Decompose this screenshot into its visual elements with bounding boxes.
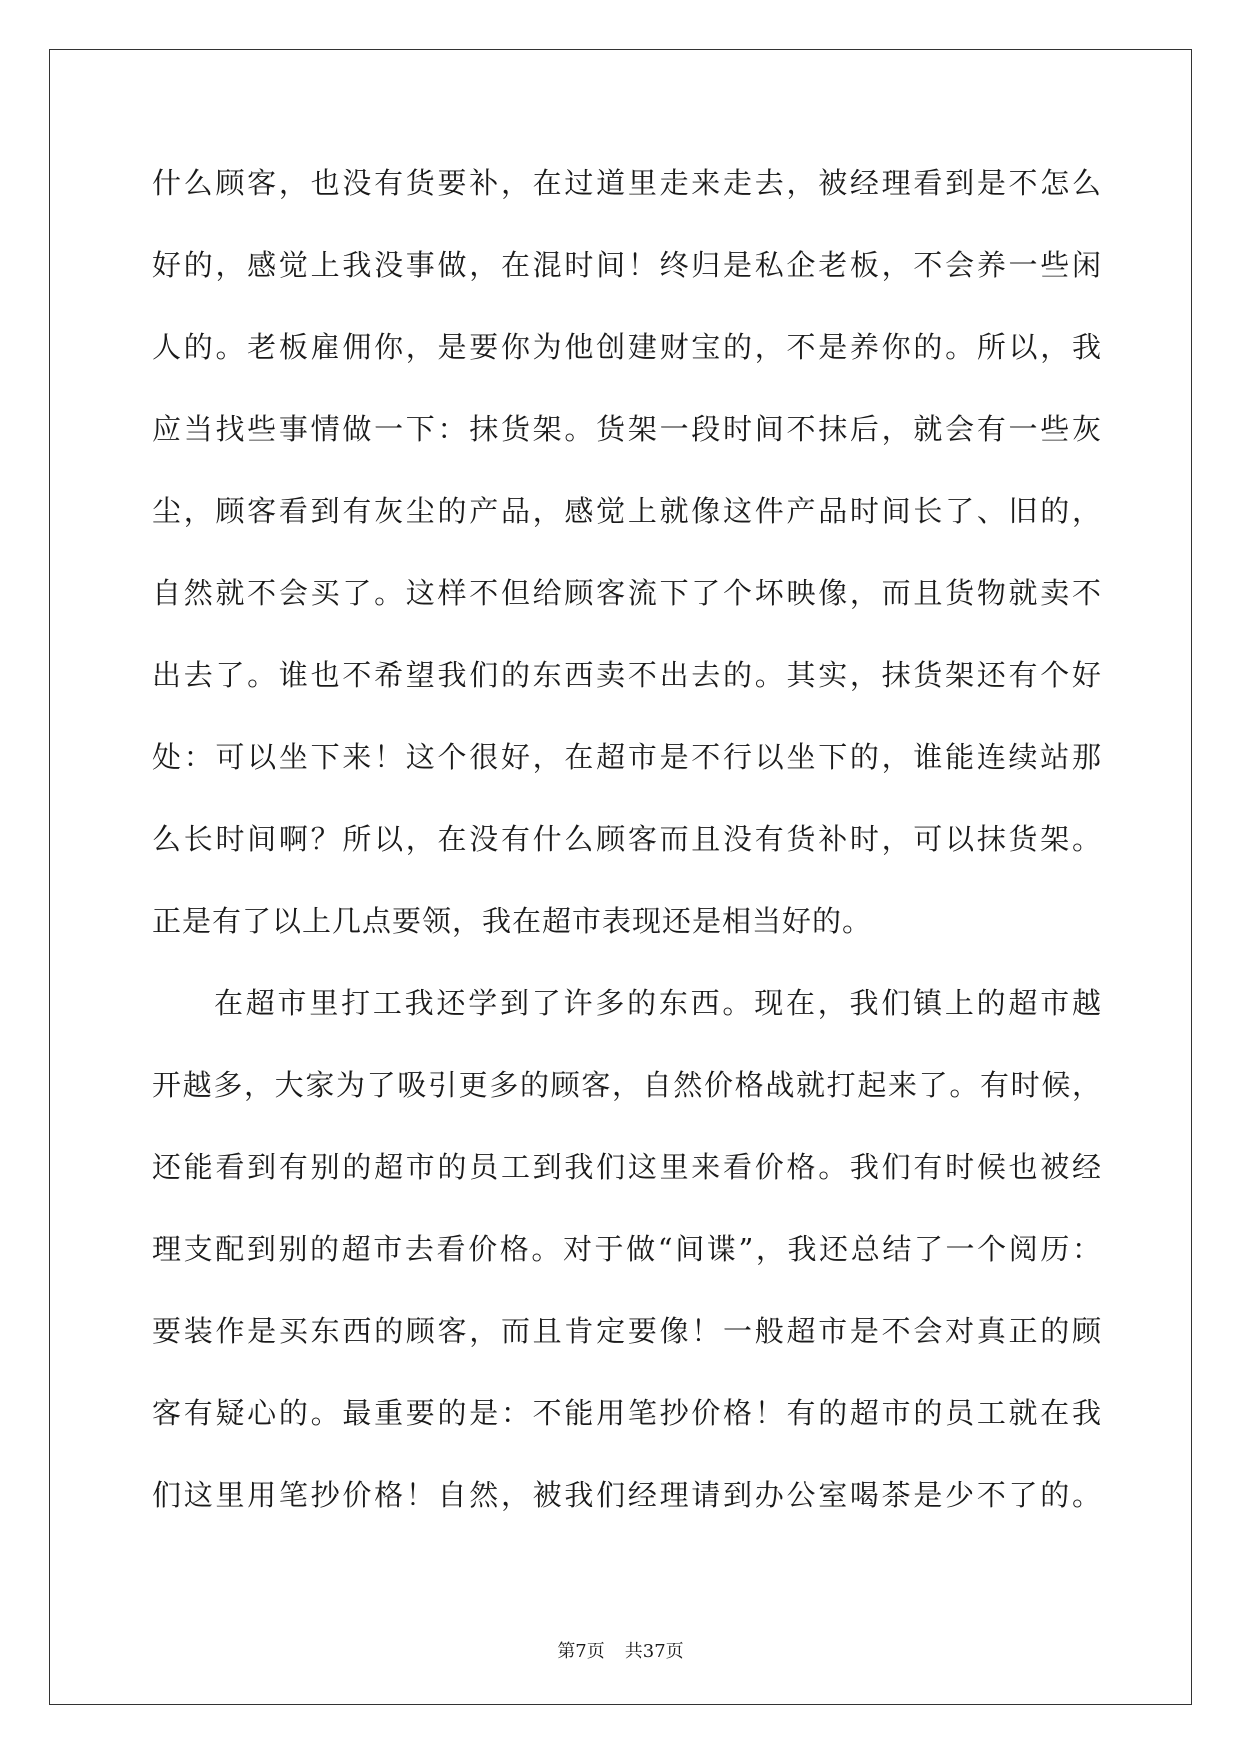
text-line: 应当找些事情做一下：抹货架。货架一段时间不抹后，就会有一些灰 (152, 412, 1102, 446)
text-line: 出去了。谁也不希望我们的东西卖不出去的。其实，抹货架还有个好 (152, 658, 1102, 692)
page-number: 第7页 (557, 1641, 605, 1662)
page-footer (0, 1637, 1241, 1663)
text-line: 尘，顾客看到有灰尘的产品，感觉上就像这件产品时间长了、旧的， (152, 494, 1102, 528)
text-line: 自然就不会买了。这样不但给顾客流下了个坏映像，而且货物就卖不 (152, 576, 1102, 610)
text-line: 理支配到别的超市去看价格。对于做“间谍”，我还总结了一个阅历： (152, 1232, 1102, 1266)
text-line: 开越多，大家为了吸引更多的顾客，自然价格战就打起来了。有时候， (152, 1068, 1102, 1102)
text-line: 什么顾客，也没有货要补，在过道里走来走去，被经理看到是不怎么 (152, 166, 1102, 200)
text-line: 么长时间啊？所以，在没有什么顾客而且没有货补时，可以抹货架。 (152, 822, 1102, 856)
text-line: 好的，感觉上我没事做，在混时间！终归是私企老板，不会养一些闲 (152, 248, 1102, 282)
text-line: 还能看到有别的超市的员工到我们这里来看价格。我们有时候也被经 (152, 1150, 1102, 1184)
text-line: 处：可以坐下来！这个很好，在超市是不行以坐下的，谁能连续站那 (152, 740, 1102, 774)
text-line: 人的。老板雇佣你，是要你为他创建财宝的，不是养你的。所以，我 (152, 330, 1102, 364)
text-line: 正是有了以上几点要领，我在超市表现还是相当好的。 (152, 904, 873, 938)
text-line: 们这里用笔抄价格！自然，被我们经理请到办公室喝茶是少不了的。 (152, 1478, 1102, 1512)
text-line: 客有疑心的。最重要的是：不能用笔抄价格！有的超市的员工就在我 (152, 1396, 1102, 1430)
text-line: 在超市里打工我还学到了许多的东西。现在，我们镇上的超市越 (214, 986, 1102, 1020)
body-text (152, 163, 1102, 1557)
text-line: 要装作是买东西的顾客，而且肯定要像！一般超市是不会对真正的顾 (152, 1314, 1102, 1348)
page-total: 共37页 (624, 1641, 684, 1662)
